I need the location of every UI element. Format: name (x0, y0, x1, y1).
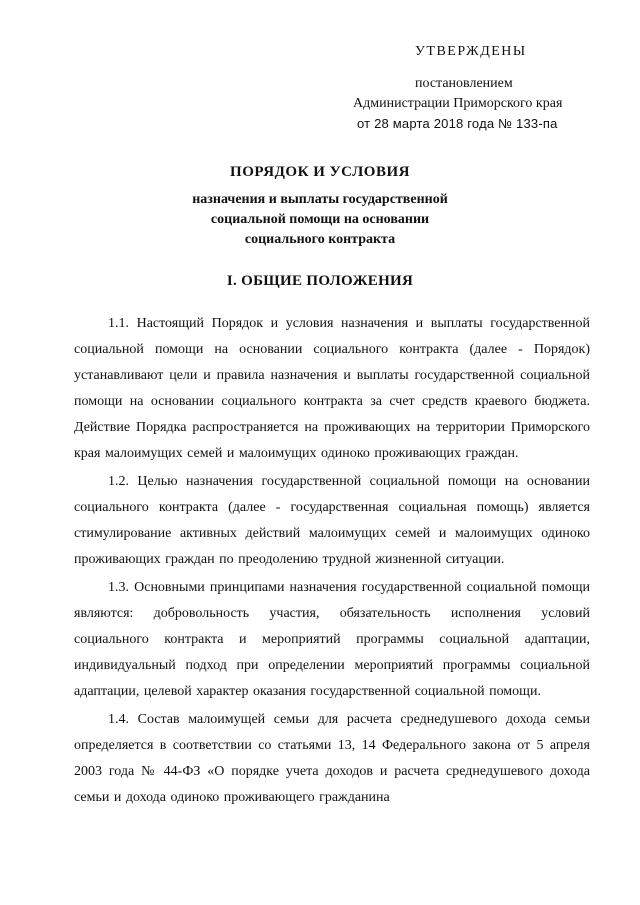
paragraph-1-3: 1.3. Основными принципами назначения государственной социальной помощи являются: добровольность участия, обязательность исполнения условий социального контракта и мероприятий программы социальной адаптации, индивидуальный подход при определении мероприятий программы социальной адаптации, целевой характер оказания государственной социальной помощи. (74, 580, 590, 699)
approval-line-decree: постановлением (415, 76, 513, 91)
paragraph-1-4: 1.4. Состав малоимущей семьи для расчета среднедушевого дохода семьи определяется в соответствии со статьями 13, 14 Федерального закона от 5 апреля 2003 года № 44-ФЗ «О порядке учета доходов и расчета среднедушевого дохода семьи и дохода одиноко проживающего гражданина (74, 712, 590, 805)
approval-title: УТВЕРЖДЕНЫ (415, 44, 527, 59)
approval-line-date-number: от 28 марта 2018 года № 133-па (357, 116, 558, 131)
subtitle-line: назначения и выплаты государственной (192, 192, 448, 207)
approval-line-authority: Администрации Приморского края (353, 96, 563, 111)
document-title: ПОРЯДОК И УСЛОВИЯ (230, 164, 410, 180)
approval-stamp (353, 42, 613, 134)
paragraph-1-1: 1.1. Настоящий Порядок и условия назначения и выплаты государственной социальной помощи на основании социального контракта (далее - Порядок) устанавливают цели и правила назначения и выплаты государственной социальной помощи на основании социального контракта за счет средств краевого бюджета. Действие Порядка распространяется на проживающих на территории Приморского края малоимущих семей и малоимущих одиноко проживающих граждан. (74, 316, 590, 461)
subtitle-line: социальной помощи на основании (210, 212, 430, 227)
section-heading: I. ОБЩИЕ ПОЛОЖЕНИЯ (226, 273, 414, 289)
document-subtitle (0, 190, 640, 250)
document-body (74, 311, 590, 813)
subtitle-line: социального контракта (244, 232, 396, 247)
paragraph-1-2: 1.2. Целью назначения государственной социальной помощи на основании социального контракта (далее - государственная социальная помощь) является стимулирование активных действий малоимущих семей и малоимущих одиноко проживающих граждан по преодолению трудной жизненной ситуации. (74, 474, 590, 567)
